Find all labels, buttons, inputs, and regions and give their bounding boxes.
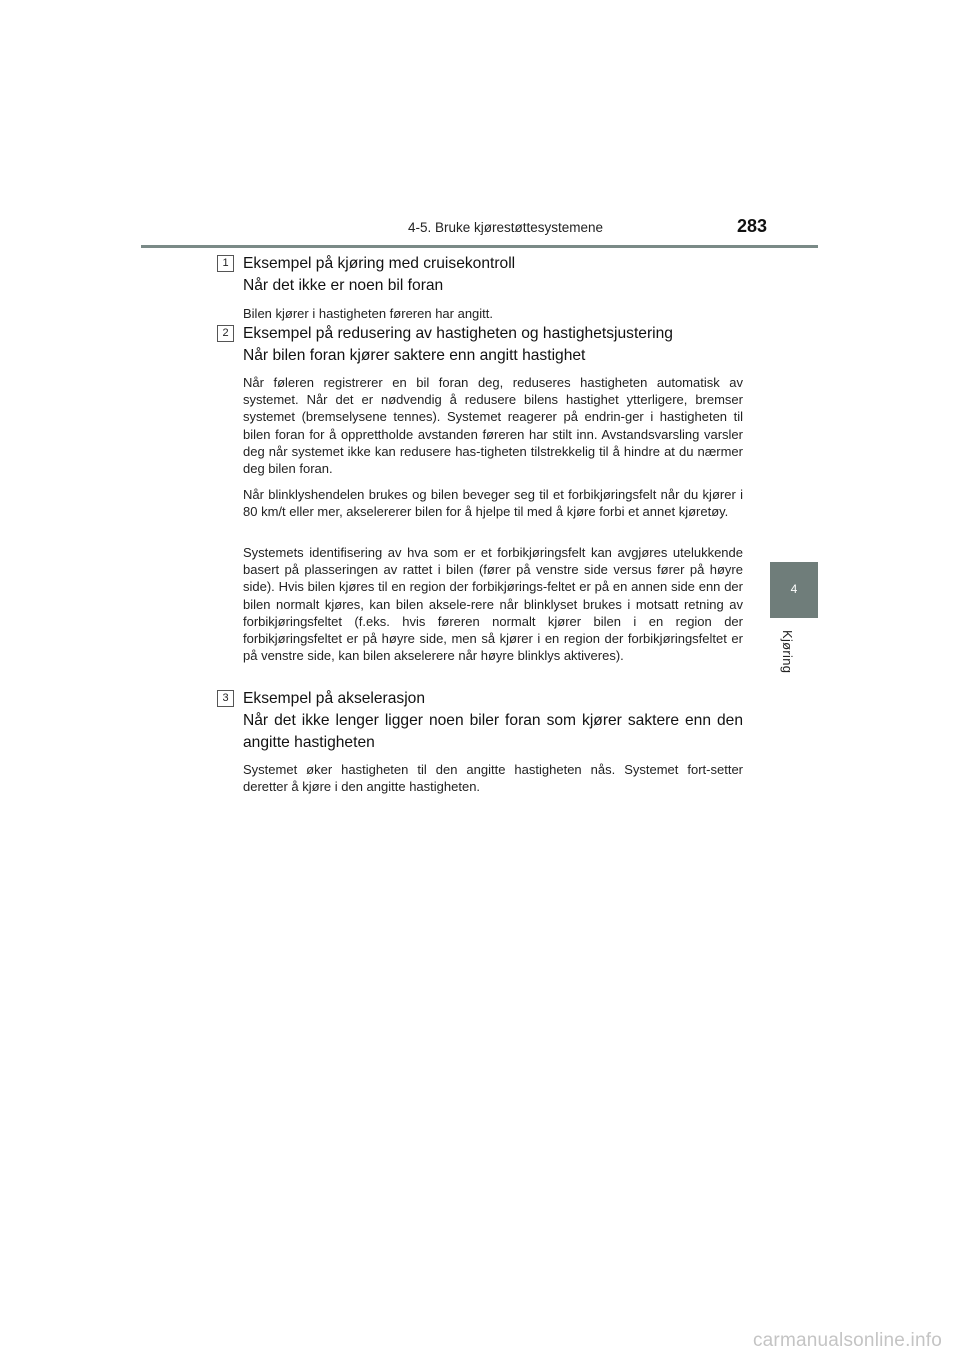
item-heading [243,253,743,297]
chapter-label: Kjøring [780,630,795,674]
item-paragraph: Systemets identifisering av hva som er et forbikjøringsfelt kan avgjøres utelukkende basert på plasseringen av rattet i bilen (fører på venstre side versus fører på høyre side). Hvis bilen kjøres til en region der forbikjørings-feltet er på en annen side enn der bilen normalt kjøres, kan bilen aksele-rere når blinklyset brukes i motsatt retning av forbikjøringsfeltet (f.eks. hvis føreren normalt kjører bilen i en region der forbikjøringsfeltet er på høyre side, men så kjører i en region der forbikjøringsfeltet er på venstre side, kan bilen akselerere når høyre blinklys aktiveres). [243,545,743,664]
item-number-badge: 1 [217,255,234,272]
item-subheading-line: Når det ikke er noen bil foran [243,277,444,294]
page-number: 283 [737,216,768,236]
header-divider [141,245,818,248]
chapter-number: 4 [790,582,798,596]
item-heading-line: Eksempel på redusering av hastigheten og hastighetsjustering [243,325,673,342]
header-section-title: 4-5. Bruke kjørestøttesystemene [408,220,604,235]
item-number-badge: 3 [217,690,234,707]
item-number-badge: 2 [217,325,234,342]
item-paragraph: Når føleren registrerer en bil foran deg, reduseres hastigheten automatisk av systemet. Når det er nødvendig å redusere bilens hastighet ytterligere, bremser systemet (bremselysene tennes). Systemet reagerer på endrin-ger i hastigheten til bilen foran for å opprettholde avstanden føreren har stilt inn. Avstandsvarsling varsler deg når systemet ikke kan redusere has-tigheten tilstrekkelig til å hindre at du nærmer deg bilen foran. [243,375,743,477]
watermark: carmanualsonline.info [752,1330,942,1351]
item-heading-line: Eksempel på akselerasjon [243,690,426,707]
item-heading [243,688,743,754]
item-paragraph: Bilen kjører i hastigheten føreren har angitt. [243,306,494,321]
item-subheading-line: Når bilen foran kjører saktere enn angitt hastighet [243,347,586,364]
item-paragraph: Systemet øker hastigheten til den angitte hastigheten nås. Systemet fort-setter deretter å kjøre i den angitte hastigheten. [243,762,743,795]
item-heading [243,323,743,367]
item-heading-line: Eksempel på kjøring med cruisekontroll [243,255,516,272]
item-subheading-line: Når det ikke lenger ligger noen biler foran som kjører saktere enn den angitte hastigheten [243,712,743,751]
chapter-tab [770,562,818,618]
item-paragraph: Når blinklyshendelen brukes og bilen beveger seg til et forbikjøringsfelt når du kjører i 80 km/t eller mer, akselererer bilen for å hjelpe til med å kjøre forbi et annet kjøretøy. [243,487,743,520]
